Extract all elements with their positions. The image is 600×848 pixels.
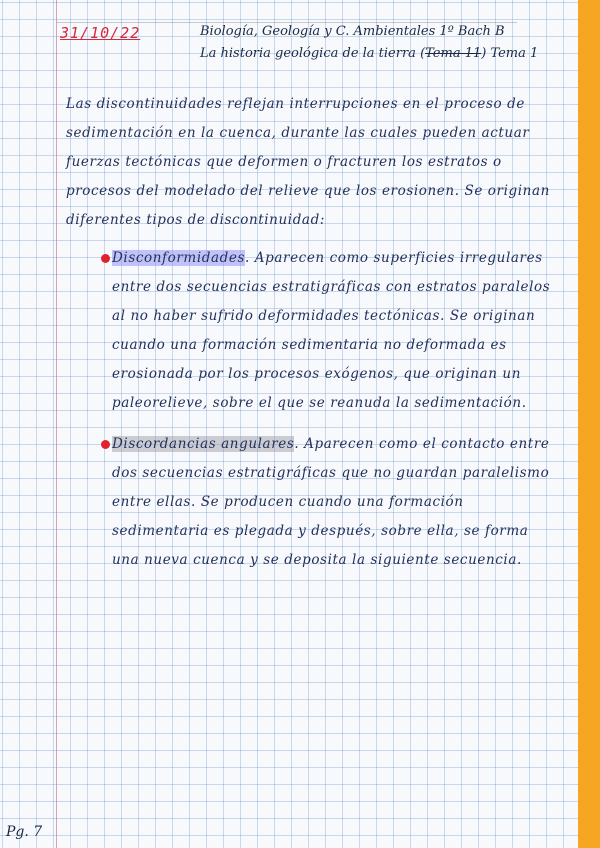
- intro-paragraph: Las discontinuidades reflejan interrupciones en el proceso de sedimentación en la cuenca, durante las cuales pueden actuar fuerzas tectónicas que deformen o fracturen los estratos o procesos del modelado del relieve que los erosionen. Se originan diferentes tipos de discontinuidad:: [66, 96, 550, 228]
- page-number: Pg. 7: [6, 824, 43, 840]
- bullet-dot-icon: [101, 440, 110, 449]
- bullet-dot-icon: [101, 254, 110, 263]
- list-item-text: . Aparecen como superficies irregulares entre dos secuencias estratigráficas con estratos paralelos al no haber sufrido deformidades tectónicas. Se originan cuando una formación sedimentaria no deformada es erosionada por los procesos exógenos, que originan un paleorelieve, sobre el que se reanuda la sedimentación.: [112, 250, 551, 411]
- list-item-text: . Aparecen como el contacto entre dos secuencias estratigráficas que no guardan paralelismo entre ellas. Se producen cuando una formación sedimentaria es plegada y después, sobre ella, se forma una nueva cuenca y se deposita la siguiente secuencia.: [112, 436, 550, 568]
- topic-struck-text: Tema 11: [425, 46, 482, 61]
- topic-tail: ) Tema 1: [481, 46, 539, 61]
- topic-line: [200, 46, 538, 61]
- list-item-term: Disconformidades: [112, 250, 245, 266]
- topic-title: La historia geológica de la tierra (: [200, 46, 426, 61]
- subject-line: Biología, Geología y C. Ambientales 1º Bach B: [200, 24, 505, 39]
- note-date: 31/10/22: [60, 24, 141, 42]
- list-item-term: Discordancias angulares: [112, 436, 295, 452]
- page-edge-strip: [578, 0, 600, 848]
- list-item: [112, 244, 557, 418]
- list-item: [112, 430, 557, 575]
- margin-line: [56, 0, 57, 848]
